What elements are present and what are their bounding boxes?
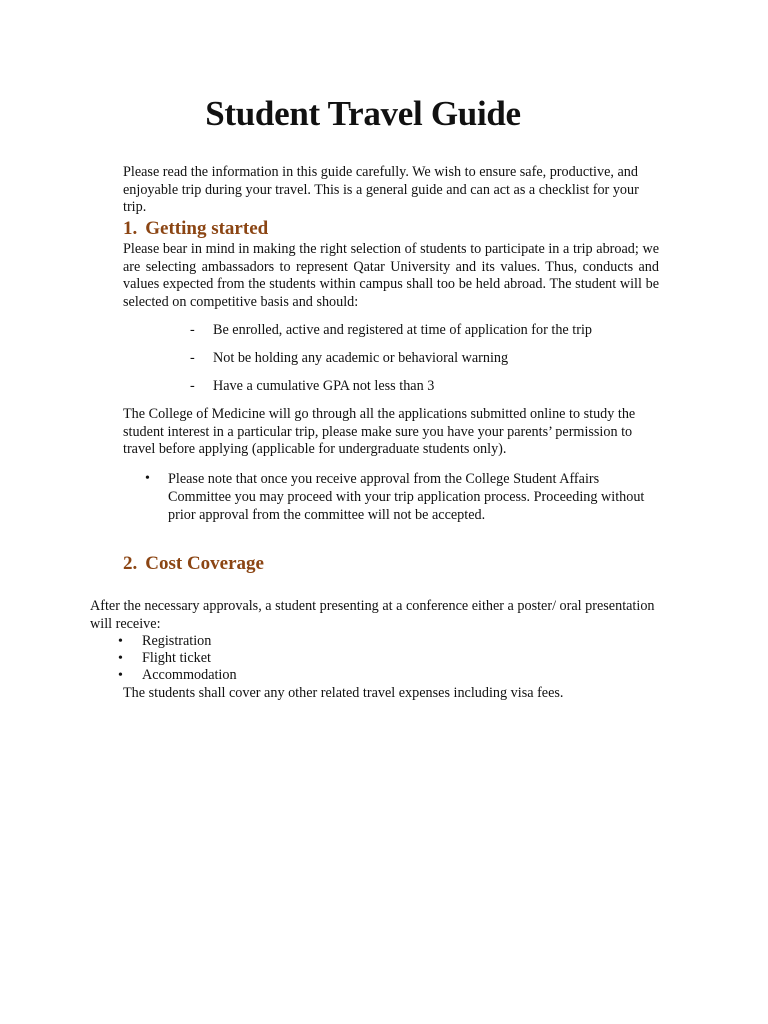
list-item (118, 650, 237, 667)
dash-marker: - (190, 350, 195, 366)
list-item (190, 378, 592, 406)
getting-started-paragraph: Please bear in mind in making the right selection of students to participate in a trip abroad; we are selecting ambassadors to represent Qatar University and its values. Thus, conducts and values expected from the students within campus shall too be held abroad. The student will be selected on competitive basis and should: (123, 241, 659, 310)
requirement-text: Be enrolled, active and registered at time of application for the trip (213, 322, 592, 338)
requirement-text: Not be holding any academic or behavioral warning (213, 350, 509, 366)
cost-paragraph: After the necessary approvals, a student presenting at a conference either a poster/ oral presentation will receive: (90, 598, 655, 632)
note-text: Please note that once you receive approval from the College Student Affairs Committee you may proceed with your trip application process. Proceeding without prior approval from the committee will not be accepted. (168, 471, 645, 523)
page-title: Student Travel Guide (205, 94, 521, 133)
dash-marker: - (190, 322, 195, 338)
list-item (118, 633, 237, 650)
requirements-list (190, 322, 592, 406)
coverage-list (118, 633, 237, 684)
intro-paragraph: Please read the information in this guide carefully. We wish to ensure safe, productive, and enjoyable trip during your travel. This is a general guide and can act as a checklist for your trip. (123, 164, 639, 215)
section-number: 1. (123, 218, 138, 239)
list-item (145, 470, 655, 524)
section-title: Cost Coverage (145, 553, 264, 574)
list-item (190, 322, 592, 350)
note-list (145, 470, 655, 524)
section-heading-cost-coverage (123, 553, 264, 575)
bullet-marker: • (145, 471, 150, 486)
section-number: 2. (123, 553, 138, 574)
list-item (190, 350, 592, 378)
closing-paragraph: The students shall cover any other related travel expenses including visa fees. (123, 685, 564, 701)
list-item (118, 667, 237, 684)
bullet-marker: • (118, 651, 123, 666)
coverage-item: Accommodation (142, 667, 237, 683)
bullet-marker: • (118, 668, 123, 683)
bullet-marker: • (118, 634, 123, 649)
section-title: Getting started (145, 218, 269, 239)
dash-marker: - (190, 378, 195, 394)
coverage-item: Registration (142, 633, 212, 649)
section-heading-getting-started (123, 218, 268, 240)
coverage-item: Flight ticket (142, 650, 211, 666)
college-paragraph: The College of Medicine will go through all the applications submitted online to study the student interest in a particular trip, please make sure you have your parents’ permission to travel before applying (applicable for undergraduate students only). (123, 406, 636, 457)
requirement-text: Have a cumulative GPA not less than 3 (213, 378, 435, 394)
